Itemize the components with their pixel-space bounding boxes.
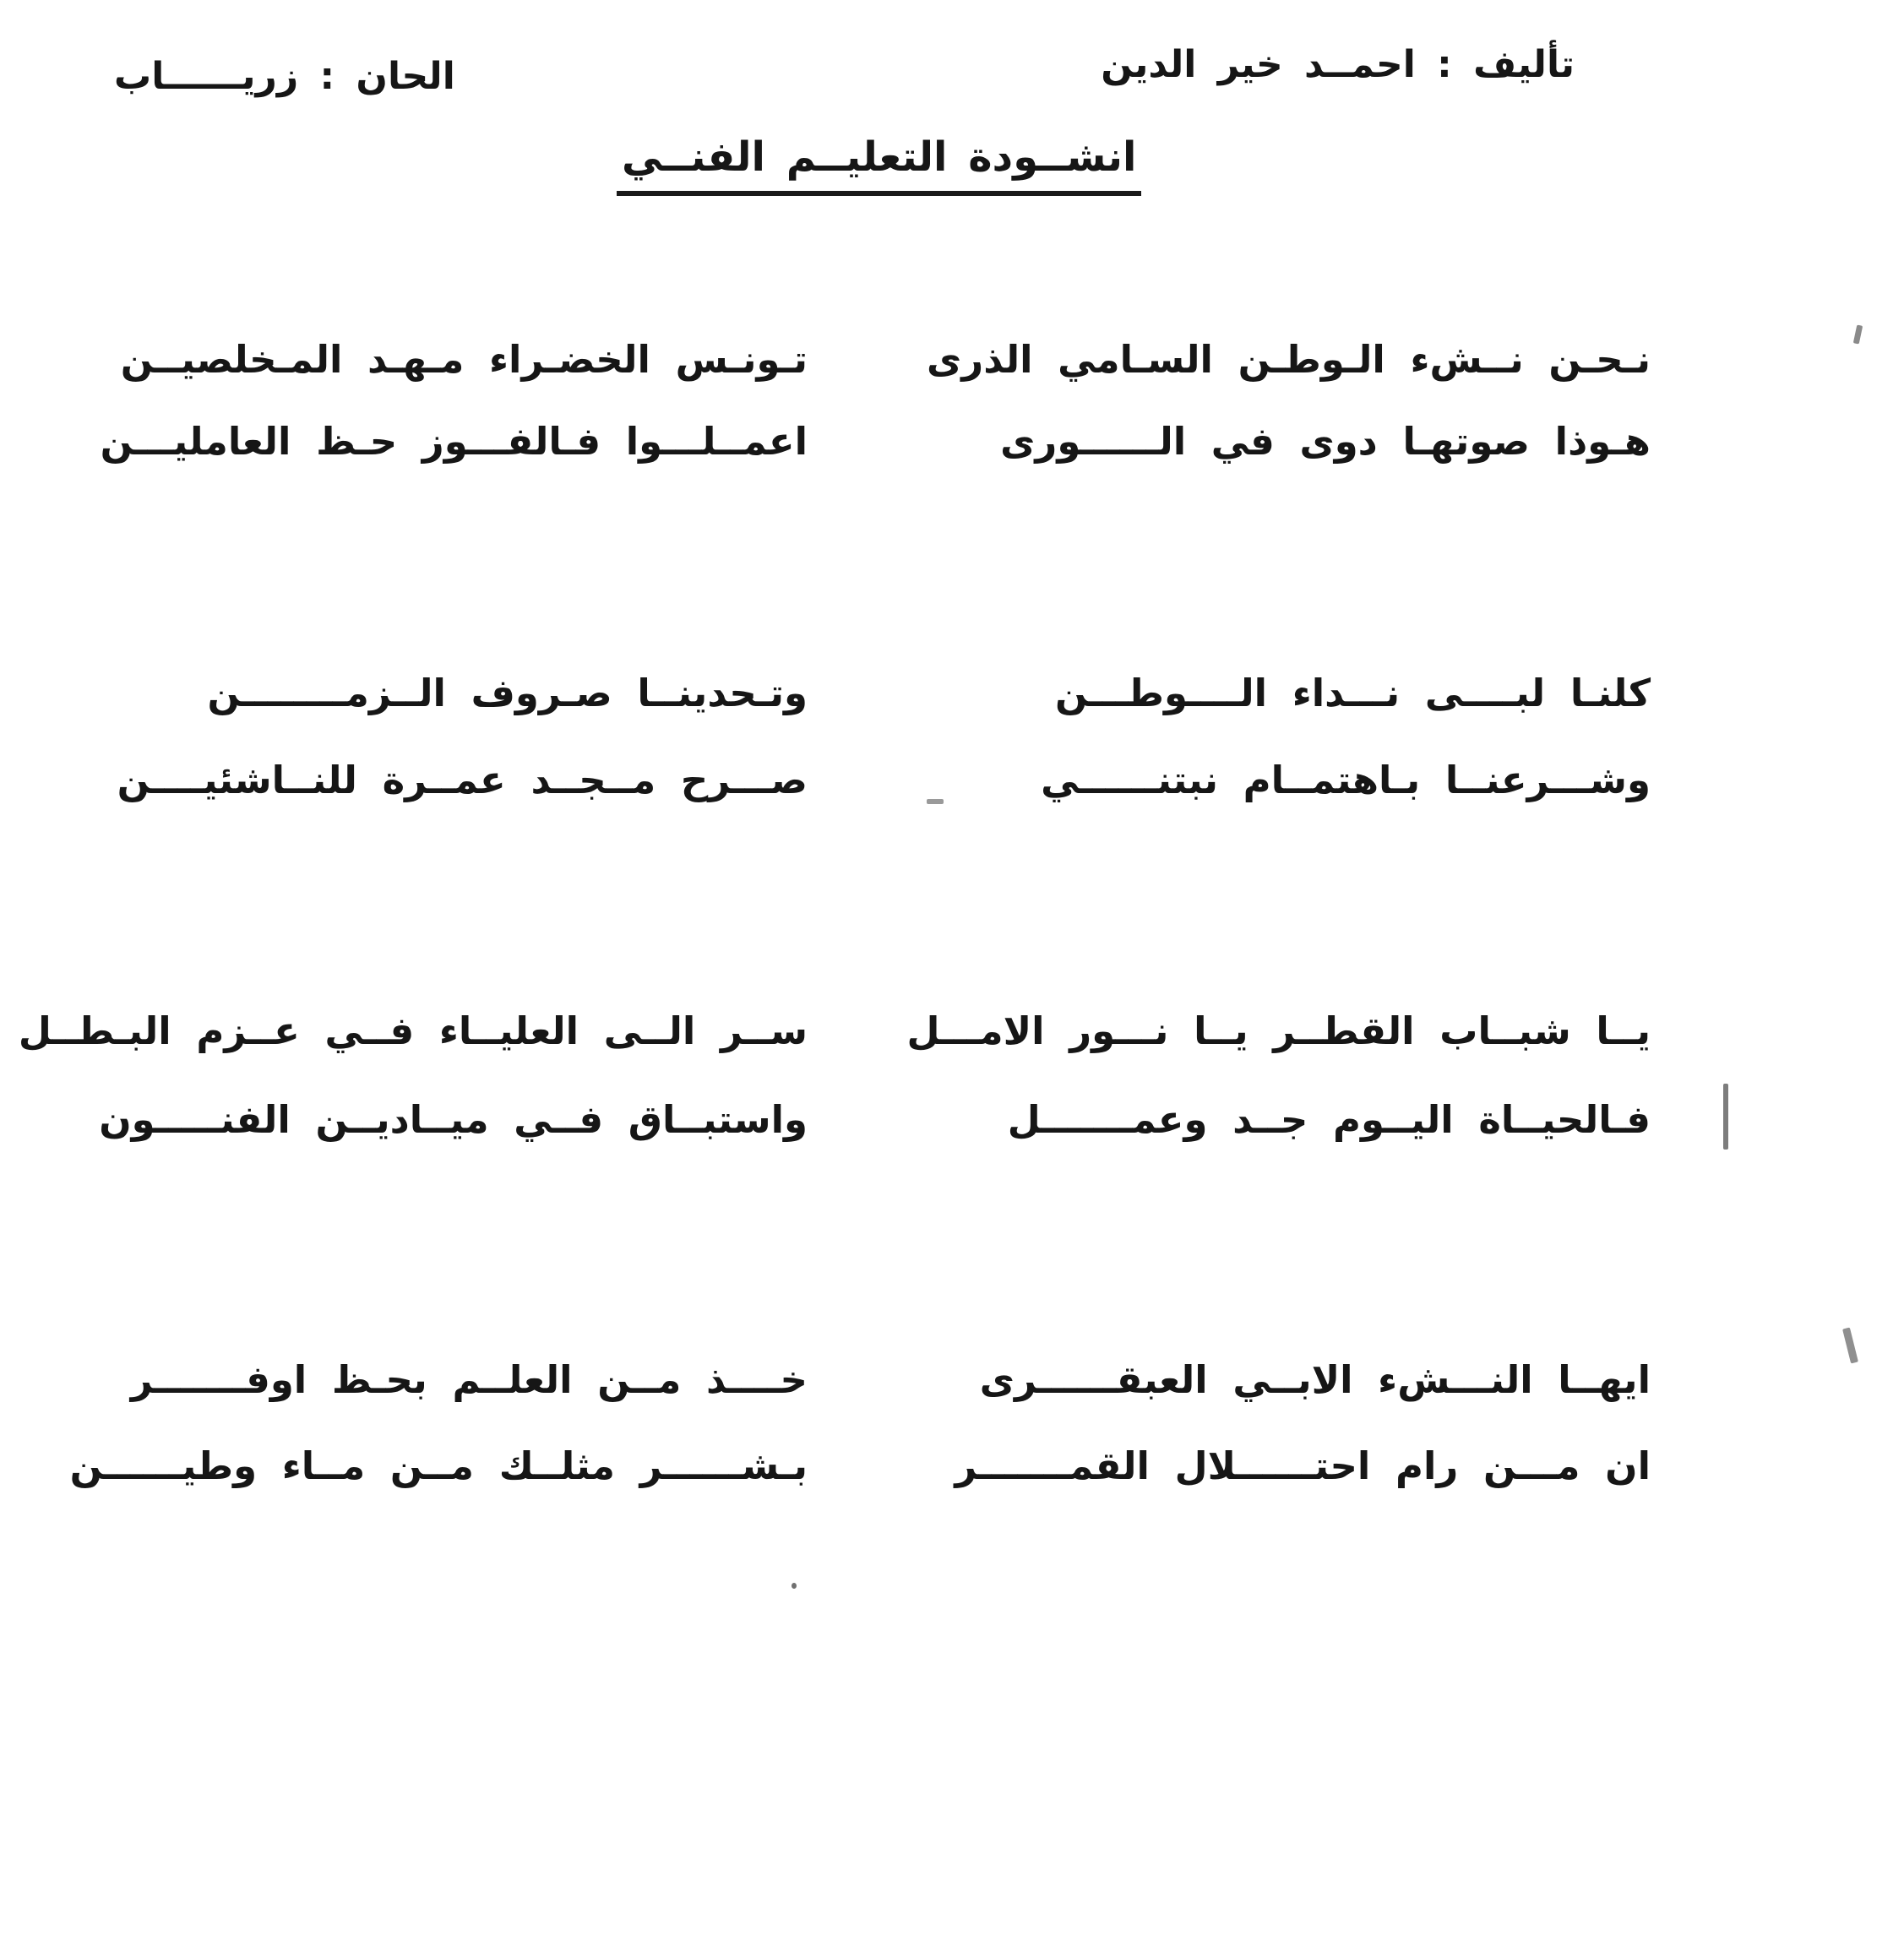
verse-row <box>0 411 1904 472</box>
hemistich-left: تـونـس الخضـراء مـهـد المـخلصيــن <box>120 337 808 382</box>
verse-row <box>0 1350 1904 1411</box>
hemistich-left: واستبــاق فــي ميــاديــن الفنـــــون <box>99 1097 808 1142</box>
hemistich-left: ســر الــى العليــاء فــي عــزم البـطــل <box>18 1008 808 1053</box>
hemistich-right: وشـــرعنــا بـاهتمــام نبتنــــــي <box>1041 758 1651 802</box>
hemistich-left: بـشــــــر مثلــك مــن مــاء وطيــــــن <box>69 1443 808 1488</box>
hemistich-right: فـالحيــاة اليــوم جــد وعمـــــــل <box>1007 1097 1651 1142</box>
scan-artifact <box>927 799 944 804</box>
hemistich-right: نـحـن نــشء الـوطـن السـامي الذرى <box>927 337 1651 382</box>
hemistich-left: صـــرح مــجــد عمــرة للنــاشئيــــن <box>117 758 808 802</box>
author-credit: تأليف : احمــد خير الدين <box>1101 43 1575 86</box>
verse-row <box>0 663 1904 724</box>
verse-row <box>0 1001 1904 1062</box>
scan-artifact <box>792 1583 797 1589</box>
hemistich-right: هـوذا صوتهـا دوى في الــــــورى <box>1000 419 1651 464</box>
hemistich-right: يــا شبــاب القطــر يــا نـــور الامـــل <box>906 1008 1651 1053</box>
verse-row <box>0 750 1904 811</box>
hemistich-left: اعمــلـــوا فـالفـــوز حـظ العامليـــن <box>100 419 808 464</box>
composer-credit: الحان : زريــــــاب <box>114 55 455 98</box>
hemistich-left: وتـحدينــا صـروف الــزمــــــــن <box>207 671 808 715</box>
verse-row <box>0 1090 1904 1150</box>
hemistich-right: ان مـــن رام احتــــــلال القمـــــــر <box>955 1443 1651 1488</box>
hemistich-right: كلنـا لبــــى نـــداء الــــوطـــن <box>1054 671 1651 715</box>
verse-row <box>0 329 1904 390</box>
scan-artifact <box>1723 1084 1728 1150</box>
hemistich-right: ايهــا النـــشء الابــي العبقــــــرى <box>979 1357 1651 1402</box>
page-title: انشــودة التعليــم الفنــي <box>617 133 1141 196</box>
verse-row <box>0 1436 1904 1497</box>
hemistich-left: خــــذ مــن العلــم بحـظ اوفـــــــر <box>130 1357 808 1402</box>
